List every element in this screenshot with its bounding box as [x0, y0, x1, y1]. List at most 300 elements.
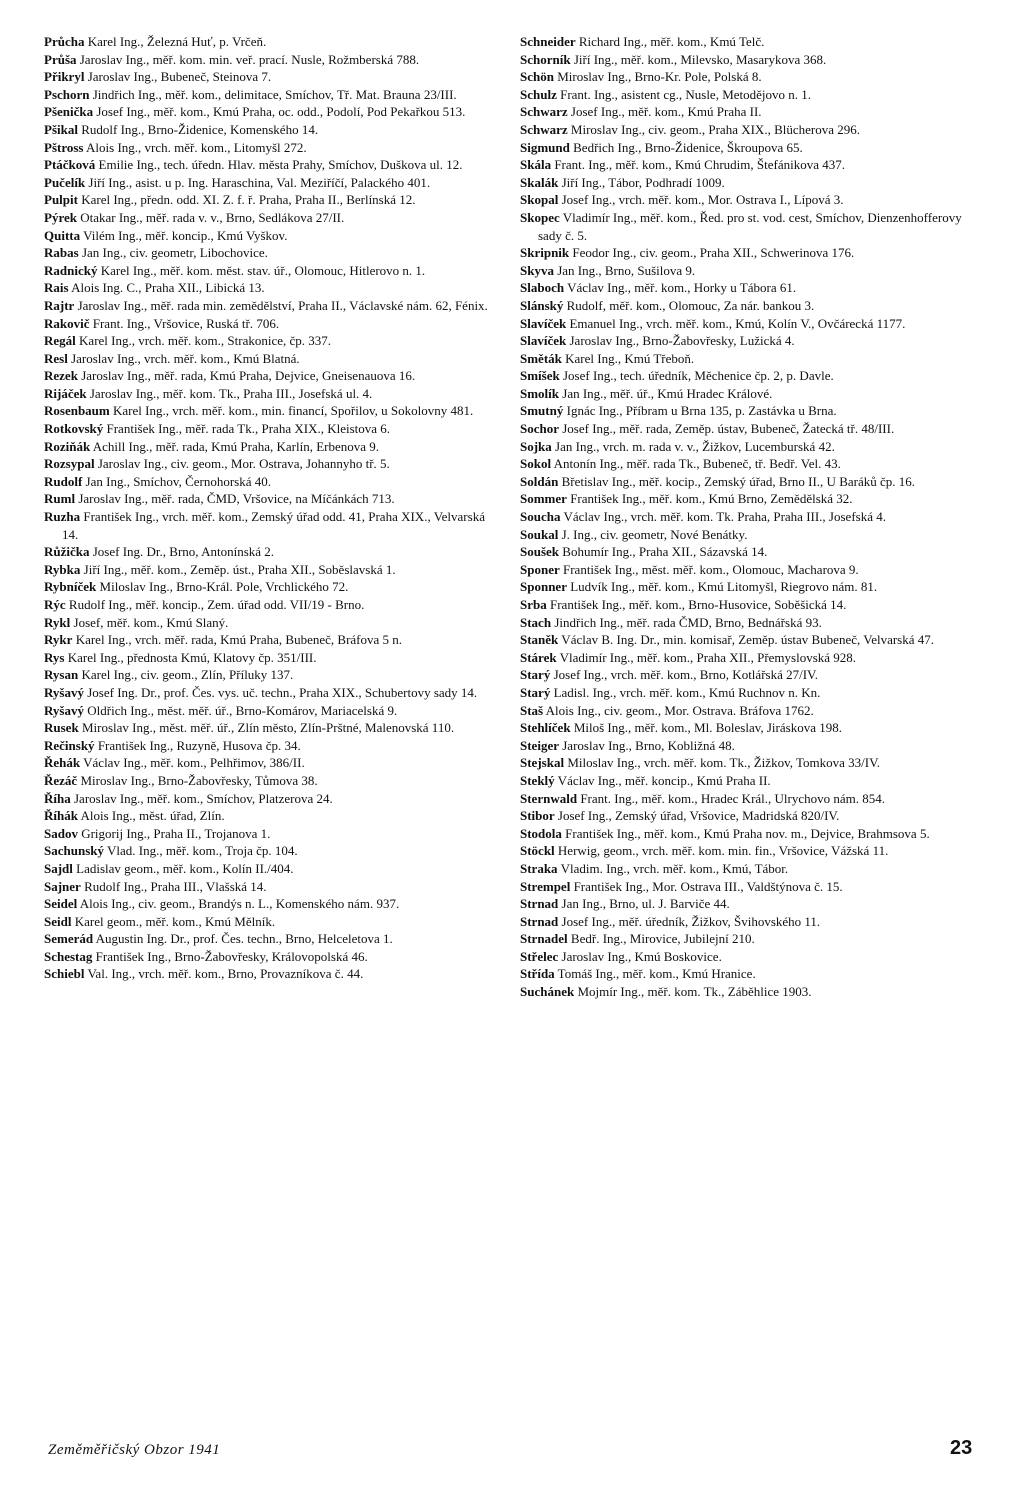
entry-details: Karel Ing., přednosta Kmú, Klatovy čp. 351/III. — [64, 649, 317, 665]
entry-details: Bedřich Ing., Brno-Židenice, Škroupova 65. — [569, 139, 803, 155]
directory-entry — [520, 772, 968, 790]
entry-surname: Schulz — [520, 86, 557, 102]
right-column — [520, 33, 968, 1001]
entry-details: Herwig, geom., vrch. měř. kom. min. fin., Vršovice, Vážská 11. — [554, 843, 889, 859]
directory-entry — [44, 614, 496, 632]
entry-surname: Starý — [520, 667, 551, 683]
entry-details: Rudolf, měř. kom., Olomouc, Za nár. bankou 3. — [563, 297, 815, 313]
entry-details: Václav B. Ing. Dr., min. komisař, Zeměp. ústav Bubeneč, Velvarská 47. — [558, 632, 935, 648]
entry-surname: Stehlíček — [520, 720, 571, 736]
entry-details: Otakar Ing., měř. rada v. v., Brno, Sedlákova 27/II. — [76, 209, 345, 225]
entry-details: František Ing., měř. kom., Kmú Praha nov. m., Dejvice, Brahmsova 5. — [561, 825, 930, 841]
entry-details: Richard Ing., měř. kom., Kmú Telč. — [575, 34, 765, 49]
entry-details: František Ing., vrch. měř. kom., Zemský úřad odd. 41, Praha XIX., Velvarská 14. — [62, 509, 485, 542]
directory-entry — [44, 262, 496, 280]
entry-details: Václav Ing., vrch. měř. kom. Tk. Praha, Praha III., Josefská 4. — [560, 509, 886, 525]
entry-surname: Soldán — [520, 473, 559, 489]
entry-details: Jindřich Ing., měř. kom., delimitace, Smíchov, Tř. Mat. Brauna 23/III. — [89, 86, 457, 102]
entry-surname: Ruzha — [44, 509, 81, 525]
entry-surname: Rakovič — [44, 315, 90, 331]
directory-entry — [44, 790, 496, 808]
directory-entry — [44, 191, 496, 209]
entry-surname: Ruml — [44, 491, 76, 507]
entry-surname: Schiebl — [44, 966, 85, 982]
entry-surname: Rysan — [44, 667, 79, 683]
directory-entry — [520, 103, 968, 121]
directory-entry — [44, 913, 496, 931]
entry-details: Jan Ing., vrch. m. rada v. v., Žižkov, Lucemburská 42. — [551, 438, 835, 454]
entry-details: Josef Ing., měř. úředník, Žižkov, Švihovského 11. — [558, 913, 821, 929]
entry-details: Josef Ing. Dr., Brno, Antonínská 2. — [89, 544, 275, 560]
entry-surname: Pšikal — [44, 121, 78, 137]
directory-entry — [520, 737, 968, 755]
entry-details: Jan Ing., Brno, ul. J. Barviče 44. — [558, 896, 730, 912]
entry-details: Mojmír Ing., měř. kom. Tk., Záběhlice 1903. — [574, 984, 812, 1000]
entry-details: Alois Ing. C., Praha XII., Libická 13. — [68, 280, 265, 296]
entry-surname: Stibor — [520, 808, 555, 824]
entry-surname: Rečinský — [44, 737, 95, 753]
entry-details: Miroslav Ing., Brno-Žabovřesky, Tůmova 38. — [77, 772, 318, 788]
entry-details: Karel geom., měř. kom., Kmú Mělník. — [71, 913, 276, 929]
directory-entry — [520, 930, 968, 948]
directory-entry — [44, 807, 496, 825]
directory-entry — [520, 156, 968, 174]
entry-details: Josef Ing., vrch. měř. kom., Mor. Ostrava I., Lípová 3. — [558, 192, 844, 208]
entry-details: Vlad. Ing., měř. kom., Troja čp. 104. — [103, 843, 298, 859]
directory-entry — [520, 878, 968, 896]
entry-surname: Pschorn — [44, 86, 90, 102]
directory-entry — [520, 807, 968, 825]
directory-entry — [520, 332, 968, 350]
directory-entry — [44, 719, 496, 737]
directory-entry — [520, 51, 968, 69]
entry-details: Jaroslav Ing., měř. kom. Tk., Praha III., Josefská ul. 4. — [86, 385, 373, 401]
directory-entry — [520, 561, 968, 579]
entry-details: Frant. Ing., měř. kom., Kmú Chrudim, Štefánikova 437. — [551, 157, 845, 173]
entry-details: Karel Ing., civ. geom., Zlín, Příluky 137. — [78, 667, 294, 683]
entry-details: Rudolf Ing., měř. koncip., Zem. úřad odd. VII/19 - Brno. — [65, 597, 365, 612]
directory-entry — [44, 842, 496, 860]
entry-surname: Radnický — [44, 262, 98, 278]
entry-details: Alois Ing., civ. geom., Brandýs n. L., Komenského nám. 937. — [77, 896, 400, 912]
directory-entry — [520, 702, 968, 720]
directory-entry — [44, 315, 496, 333]
entry-details: Ludvík Ing., měř. kom., Kmú Litomyšl, Riegrovo nám. 81. — [566, 579, 878, 595]
entry-surname: Rais — [44, 280, 69, 296]
directory-entry — [520, 385, 968, 403]
entry-surname: Směták — [520, 350, 562, 366]
entry-details: Miloš Ing., měř. kom., Ml. Boleslav, Jiráskova 198. — [570, 720, 842, 736]
entry-details: Jiří Ing., Tábor, Podhradí 1009. — [558, 174, 725, 190]
entry-surname: Rozsypal — [44, 456, 95, 472]
entry-details: Frant. Ing., měř. kom., Hradec Král., Ulrychovo nám. 854. — [577, 790, 886, 806]
entry-surname: Schwarz — [520, 121, 568, 137]
directory-entry — [520, 139, 968, 157]
directory-entry — [520, 842, 968, 860]
directory-entry — [520, 420, 968, 438]
entry-surname: Stöckl — [520, 843, 555, 859]
directory-entry — [520, 121, 968, 139]
entry-surname: Sternwald — [520, 790, 578, 806]
directory-entry — [520, 438, 968, 456]
entry-surname: Staněk — [520, 632, 559, 648]
directory-entry — [520, 790, 968, 808]
entry-surname: Roziňák — [44, 438, 91, 454]
entry-surname: Regál — [44, 333, 76, 349]
directory-entry — [520, 315, 968, 333]
entry-surname: Slavíček — [520, 315, 567, 331]
entry-surname: Slavíček — [520, 333, 567, 349]
entry-surname: Rybníček — [44, 579, 97, 595]
entry-details: Ignác Ing., Příbram u Brna 135, p. Zastávka u Brna. — [563, 403, 837, 419]
directory-entry — [520, 86, 968, 104]
directory-entry — [520, 490, 968, 508]
directory-entry — [520, 983, 968, 1001]
entry-surname: Schorník — [520, 51, 571, 67]
entry-details: Vladimír Ing., měř. kom., Praha XII., Přemyslovská 928. — [556, 649, 857, 665]
entry-surname: Pučelík — [44, 174, 86, 190]
page-number: 23 — [950, 1437, 973, 1459]
directory-entry — [44, 631, 496, 649]
entry-surname: Skopec — [520, 209, 560, 225]
directory-entry — [44, 227, 496, 245]
directory-entry — [520, 350, 968, 368]
directory-entry — [520, 209, 968, 244]
directory-entry — [520, 543, 968, 561]
directory-entry — [44, 702, 496, 720]
directory-entry — [44, 737, 496, 755]
directory-entry — [44, 402, 496, 420]
directory-entry — [44, 33, 496, 51]
entry-surname: Steiger — [520, 737, 559, 753]
directory-entry — [520, 262, 968, 280]
entry-surname: Smíšek — [520, 368, 560, 384]
entry-details: Rudolf Ing., Brno-Židenice, Komenského 14. — [77, 121, 319, 137]
directory-entry — [520, 174, 968, 192]
entry-surname: Pýrek — [44, 209, 77, 225]
directory-entry — [44, 666, 496, 684]
entry-details: Jaroslav Ing., civ. geom., Mor. Ostrava, Johannyho tř. 5. — [94, 456, 390, 472]
directory-entry — [520, 297, 968, 315]
directory-entry — [520, 754, 968, 772]
entry-details: Oldřich Ing., měst. měř. úř., Brno-Komárov, Mariacelská 9. — [84, 702, 398, 718]
entry-surname: Srba — [520, 597, 547, 612]
entry-details: Václav Ing., měř. koncip., Kmú Praha II. — [554, 772, 771, 788]
entry-surname: Řehák — [44, 755, 81, 771]
entry-details: Josef Ing., tech. úředník, Měchenice čp. 2, p. Davle. — [559, 368, 834, 384]
entry-surname: Semerád — [44, 931, 94, 947]
entry-details: Miroslav Ing., měst. měř. úř., Zlín město, Zlín-Prštné, Malenovská 110. — [78, 720, 455, 736]
entry-surname: Soucha — [520, 509, 561, 525]
entry-details: Emanuel Ing., vrch. měř. kom., Kmú, Kolín V., Ovčárecká 1177. — [566, 315, 906, 331]
entry-surname: Resl — [44, 350, 68, 366]
directory-entry — [520, 279, 968, 297]
directory-entry — [44, 772, 496, 790]
directory-entry — [520, 860, 968, 878]
entry-details: Karel Ing., vrch. měř. kom., Strakonice, čp. 337. — [75, 333, 332, 349]
entry-surname: Strnad — [520, 896, 559, 912]
directory-entry — [520, 596, 968, 614]
entry-details: Karel Ing., vrch. měř. rada, Kmú Praha, Bubeneč, Bráfova 5 n. — [72, 632, 403, 648]
entry-details: Ladisl. Ing., vrch. měř. kom., Kmú Ruchnov n. Kn. — [550, 684, 821, 700]
directory-entry — [44, 561, 496, 579]
entry-details: Jan Ing., civ. geometr, Libochovice. — [78, 245, 268, 261]
entry-surname: Stejskal — [520, 755, 565, 771]
entry-surname: Rykl — [44, 614, 71, 630]
directory-entry — [520, 33, 968, 51]
directory-entry — [44, 578, 496, 596]
entry-surname: Rusek — [44, 720, 79, 736]
directory-entry — [44, 385, 496, 403]
directory-entry — [44, 825, 496, 843]
entry-details: Jan Ing., Brno, Sušilova 9. — [553, 262, 696, 278]
entry-details: Alois Ing., měst. úřad, Zlín. — [77, 808, 225, 824]
entry-details: Jiří Ing., asist. u p. Ing. Haraschina, Val. Meziříčí, Palackého 401. — [85, 174, 431, 190]
entry-details: Tomáš Ing., měř. kom., Kmú Hranice. — [554, 966, 756, 982]
directory-entry — [44, 367, 496, 385]
entry-surname: Rotkovský — [44, 421, 104, 437]
entry-details: Karel Ing., vrch. měř. kom., min. financí, Spořilov, u Sokolovny 481. — [109, 403, 474, 419]
entry-surname: Schwarz — [520, 104, 568, 120]
entry-surname: Starý — [520, 684, 551, 700]
entry-details: Jiří Ing., měř. kom., Milevsko, Masarykova 368. — [570, 51, 827, 67]
entry-details: Josef Ing., Zemský úřad, Vršovice, Madridská 820/IV. — [554, 808, 840, 824]
directory-entry — [44, 508, 496, 543]
entry-surname: Průcha — [44, 34, 85, 49]
entry-surname: Stach — [520, 614, 552, 630]
entry-details: František Ing., Ruzyně, Husova čp. 34. — [94, 737, 301, 753]
entry-details: Vladim. Ing., vrch. měř. kom., Kmú, Tábor. — [557, 860, 789, 876]
entry-details: Rudolf Ing., Praha III., Vlašská 14. — [80, 878, 267, 894]
entry-surname: Stárek — [520, 649, 557, 665]
entry-surname: Slánský — [520, 297, 564, 313]
directory-entry — [44, 244, 496, 262]
entry-surname: Přikryl — [44, 69, 85, 85]
directory-entry — [520, 719, 968, 737]
entry-details: Emilie Ing., tech. úředn. Hlav. města Prahy, Smíchov, Duškova ul. 12. — [95, 157, 463, 173]
entry-surname: Sajdl — [44, 860, 73, 876]
directory-entry — [44, 297, 496, 315]
entry-details: Josef Ing., měř. rada, Zeměp. ústav, Bubeneč, Žatecká tř. 48/III. — [559, 421, 895, 437]
entry-surname: Sommer — [520, 491, 567, 507]
entry-details: Vilém Ing., měř. koncip., Kmú Vyškov. — [80, 227, 288, 243]
directory-entry — [520, 508, 968, 526]
directory-entry — [44, 350, 496, 368]
directory-entry — [44, 420, 496, 438]
entry-surname: Soušek — [520, 544, 560, 560]
entry-details: Vladimír Ing., měř. kom., Řed. pro st. vod. cest, Smíchov, Dienzenhofferovy sady č. 5. — [538, 209, 962, 243]
entry-surname: Ryšavý — [44, 702, 84, 718]
directory-entry — [44, 684, 496, 702]
entry-surname: Strnadel — [520, 931, 568, 947]
directory-entry — [520, 68, 968, 86]
entry-surname: Steklý — [520, 772, 555, 788]
entry-surname: Rys — [44, 649, 65, 665]
directory-entry — [44, 490, 496, 508]
entry-details: Jaroslav Ing., Brno-Žabovřesky, Lužická 4. — [566, 333, 795, 349]
entry-surname: Rezek — [44, 368, 78, 384]
entry-surname: Seidl — [44, 913, 72, 929]
entry-surname: Rosenbaum — [44, 403, 110, 419]
directory-entry — [520, 948, 968, 966]
entry-surname: Střelec — [520, 948, 559, 964]
entry-surname: Říhák — [44, 808, 78, 824]
entry-details: Jaroslav Ing., vrch. měř. kom., Kmú Blatná. — [67, 350, 300, 366]
entry-details: Jan Ing., měř. úř., Kmú Hradec Králové. — [559, 385, 773, 401]
directory-entry — [44, 139, 496, 157]
entry-surname: Rajtr — [44, 297, 75, 313]
entry-details: Frant. Ing., Vršovice, Ruská tř. 706. — [89, 315, 280, 331]
entry-surname: Rijáček — [44, 385, 87, 401]
entry-surname: Smolík — [520, 385, 560, 401]
entry-details: Alois Ing., vrch. měř. kom., Litomyšl 272. — [83, 139, 307, 155]
directory-entry — [520, 825, 968, 843]
entry-surname: Skála — [520, 157, 552, 173]
directory-entry — [44, 51, 496, 69]
directory-entry — [520, 191, 968, 209]
entry-details: Achill Ing., měř. rada, Kmú Praha, Karlín, Erbenova 9. — [90, 438, 380, 454]
entry-surname: Schneider — [520, 34, 576, 49]
entry-details: František Ing., měř. kom., Brno-Husovice, Soběšická 14. — [546, 597, 847, 612]
entry-details: Josef Ing. Dr., prof. Čes. vys. uč. techn., Praha XIX., Schubertovy sady 14. — [84, 684, 478, 700]
entry-surname: Rabas — [44, 245, 79, 261]
entry-details: František Ing., měst. měř. kom., Olomouc, Macharova 9. — [559, 561, 859, 577]
directory-entry — [44, 895, 496, 913]
directory-entry — [44, 473, 496, 491]
entry-surname: Suchánek — [520, 984, 575, 1000]
entry-surname: Straka — [520, 860, 558, 876]
entry-surname: Sachunský — [44, 843, 104, 859]
directory-entry — [44, 332, 496, 350]
entry-details: Miroslav Ing., civ. geom., Praha XIX., Blücherova 296. — [567, 121, 860, 137]
entry-details: Grigorij Ing., Praha II., Trojanova 1. — [77, 825, 271, 841]
directory-entry — [44, 754, 496, 772]
directory-entry — [44, 68, 496, 86]
directory-entry — [44, 948, 496, 966]
entry-surname: Sochor — [520, 421, 559, 437]
entry-surname: Seidel — [44, 896, 78, 912]
directory-entry — [44, 596, 496, 614]
entry-details: Jaroslav Ing., měř. kom., Smíchov, Platzerova 24. — [70, 790, 333, 806]
entry-details: Ladislav geom., měř. kom., Kolín II./404. — [72, 860, 294, 876]
directory-entry — [520, 913, 968, 931]
entry-details: Jaroslav Ing., měř. kom. min. veř. prací. Nusle, Rožmberská 788. — [76, 51, 420, 67]
entry-surname: Růžička — [44, 544, 90, 560]
entry-details: Jaroslav Ing., měř. rada, Kmú Praha, Dejvice, Gneisenauova 16. — [77, 368, 416, 384]
entry-details: Josef Ing., měř. kom., Kmú Praha, oc. odd., Podolí, Pod Pekařkou 513. — [93, 104, 466, 120]
entry-details: Jaroslav Ing., měř. rada min. zemědělství, Praha II., Václavské nám. 62, Fénix. — [74, 297, 488, 313]
directory-entry — [520, 895, 968, 913]
entry-details: Miroslav Ing., Brno-Kr. Pole, Polská 8. — [553, 69, 762, 85]
entry-surname: Staš — [520, 702, 544, 718]
entry-surname: Sponer — [520, 561, 560, 577]
entry-surname: Strempel — [520, 878, 571, 894]
entry-surname: Skalák — [520, 174, 559, 190]
entry-surname: Skyva — [520, 262, 554, 278]
entry-details: František Ing., měř. rada Tk., Praha XIX., Kleistova 6. — [103, 421, 391, 437]
entry-surname: Sigmund — [520, 139, 570, 155]
entry-surname: Sponner — [520, 579, 567, 595]
directory-entry — [520, 614, 968, 632]
entry-surname: Řezáč — [44, 772, 78, 788]
entry-surname: Rykr — [44, 632, 73, 648]
directory-entry — [520, 455, 968, 473]
entry-details: Václav Ing., měř. kom., Pelhřimov, 386/II. — [80, 755, 305, 771]
directory-entry — [520, 684, 968, 702]
entry-details: Václav Ing., měř. kom., Horky u Tábora 61. — [564, 280, 797, 296]
entry-surname: Soukal — [520, 526, 559, 542]
entry-surname: Průša — [44, 51, 77, 67]
directory-entry — [520, 649, 968, 667]
directory-entry — [44, 174, 496, 192]
entry-surname: Rýc — [44, 597, 66, 612]
entry-details: Karel Ing., měř. kom. měst. stav. úř., Olomouc, Hitlerovo n. 1. — [97, 262, 426, 278]
entry-details: Jaroslav Ing., měř. rada, ČMD, Vršovice, na Míčánkách 713. — [75, 491, 395, 507]
entry-surname: Pštross — [44, 139, 84, 155]
entry-surname: Rybka — [44, 561, 81, 577]
entry-details: Bohumír Ing., Praha XII., Sázavská 14. — [559, 544, 768, 560]
entry-surname: Ryšavý — [44, 684, 84, 700]
entry-details: J. Ing., civ. geometr, Nové Benátky. — [558, 526, 748, 542]
entry-details: František Ing., Mor. Ostrava III., Valdštýnova č. 15. — [570, 878, 843, 894]
entry-details: Josef, měř. kom., Kmú Slaný. — [70, 614, 229, 630]
entry-surname: Schön — [520, 69, 554, 85]
entry-details: Jindřich Ing., měř. rada ČMD, Brno, Bednářská 93. — [551, 614, 822, 630]
entry-surname: Rudolf — [44, 473, 83, 489]
entry-details: Karel Ing., Kmú Třeboň. — [561, 350, 695, 366]
entry-surname: Pulpit — [44, 192, 78, 208]
entry-details: Josef Ing., vrch. měř. kom., Brno, Kotlářská 27/IV. — [550, 667, 819, 683]
entry-surname: Smutný — [520, 403, 564, 419]
entry-details: Bedř. Ing., Mirovice, Jubilejní 210. — [567, 931, 755, 947]
entry-details: Frant. Ing., asistent cg., Nusle, Metodějovo n. 1. — [556, 86, 812, 102]
entry-surname: Říha — [44, 790, 71, 806]
directory-entry — [44, 209, 496, 227]
entry-details: Karel Ing., Železná Huť, p. Vrčeň. — [84, 34, 267, 49]
entry-details: Jan Ing., Smíchov, Černohorská 40. — [82, 473, 272, 489]
entry-surname: Stodola — [520, 825, 562, 841]
directory-entry — [44, 860, 496, 878]
entry-details: Jaroslav Ing., Kmú Boskovice. — [558, 948, 722, 964]
entry-details: František Ing., měř. kom., Kmú Brno, Zemědělská 32. — [566, 491, 853, 507]
directory-entry — [520, 666, 968, 684]
entry-details: Feodor Ing., civ. geom., Praha XII., Schwerinova 176. — [569, 245, 855, 261]
entry-details: Jiří Ing., měř. kom., Zeměp. úst., Praha XII., Soběslavská 1. — [80, 561, 396, 577]
directory-entry — [44, 438, 496, 456]
directory-entry — [520, 473, 968, 491]
directory-entry — [520, 367, 968, 385]
directory-entry — [520, 244, 968, 262]
directory-entry — [520, 402, 968, 420]
directory-entry — [44, 455, 496, 473]
entry-surname: Skopal — [520, 192, 559, 208]
entry-surname: Schestag — [44, 948, 93, 964]
entry-surname: Quitta — [44, 227, 81, 243]
entry-surname: Sokol — [520, 456, 552, 472]
directory-entry — [44, 543, 496, 561]
entry-surname: Pšenička — [44, 104, 94, 120]
entry-surname: Skripnik — [520, 245, 570, 261]
entry-details: Miloslav Ing., vrch. měř. kom. Tk., Žižkov, Tomkova 33/IV. — [564, 755, 881, 771]
entry-details: Alois Ing., civ. geom., Mor. Ostrava. Bráfova 1762. — [543, 702, 814, 718]
entry-details: Karel Ing., předn. odd. XI. Z. f. ř. Praha, Praha II., Berlínská 12. — [77, 192, 416, 208]
directory-entry — [44, 103, 496, 121]
directory-entry — [520, 631, 968, 649]
entry-surname: Ptáčková — [44, 157, 96, 173]
directory-entry — [44, 930, 496, 948]
directory-entry — [520, 965, 968, 983]
directory-entry — [44, 965, 496, 983]
